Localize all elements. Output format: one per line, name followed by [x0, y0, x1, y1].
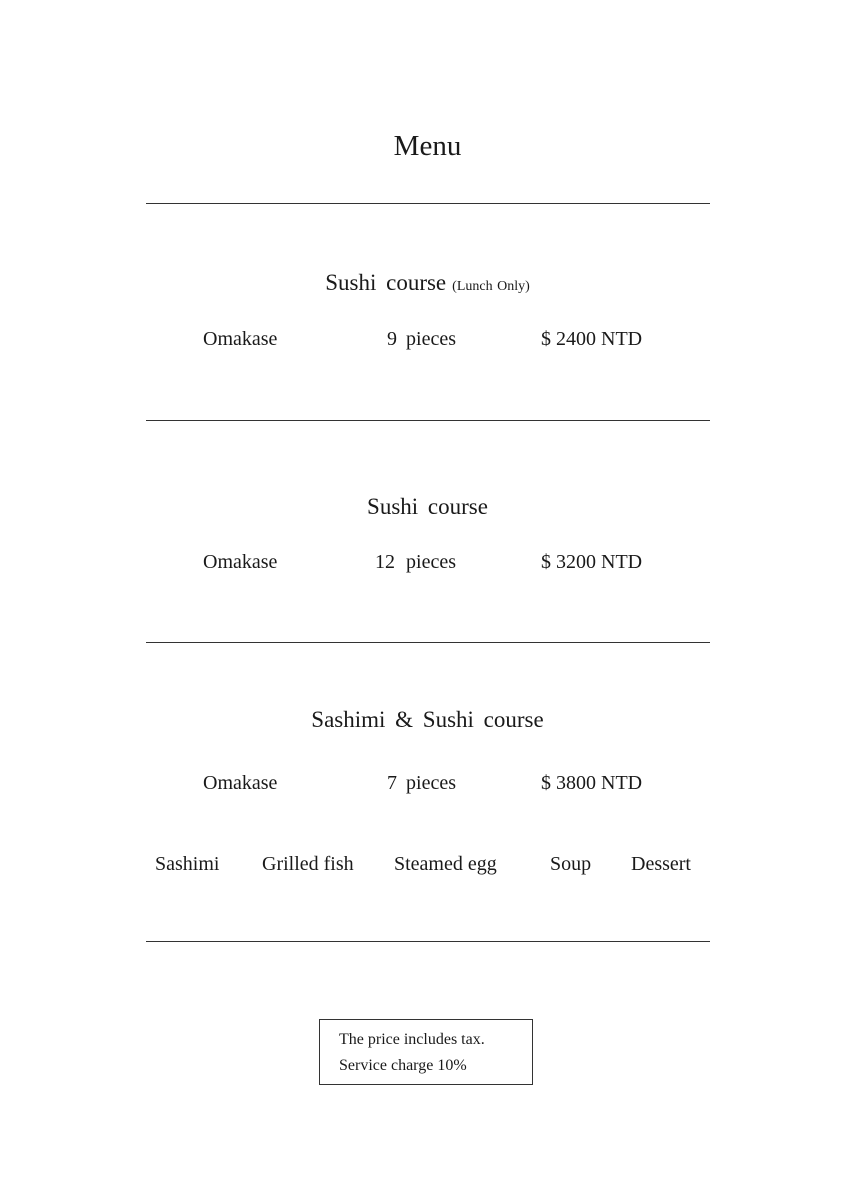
- course-price: $ 3200 NTD: [541, 551, 643, 573]
- divider: [146, 642, 710, 643]
- list-item: Dessert: [631, 853, 691, 875]
- course-name: Omakase: [203, 551, 278, 573]
- course-includes-list: [0, 850, 855, 878]
- section-title-lunch-sushi-course: [0, 268, 855, 302]
- section-title-sushi-course: Sushi course: [367, 494, 488, 519]
- divider: [146, 941, 710, 942]
- section-title-sashimi-sushi-course: Sashimi & Sushi course: [311, 707, 544, 732]
- course-pieces: 7 pieces: [387, 772, 456, 794]
- menu-title: Menu: [393, 130, 462, 162]
- course-pieces: 12 pieces: [375, 551, 456, 573]
- list-item: Steamed egg: [394, 853, 497, 875]
- list-item: Soup: [550, 853, 592, 875]
- divider: [146, 420, 710, 421]
- course-row: [0, 769, 855, 797]
- tax-note: The price includes tax.: [339, 1031, 485, 1048]
- list-item: Sashimi: [155, 853, 220, 875]
- service-charge-note: Service charge 10%: [339, 1057, 467, 1074]
- course-price: $ 2400 NTD: [541, 328, 643, 350]
- list-item: Grilled fish: [262, 853, 354, 875]
- section-title-text: Sushi course: [325, 270, 447, 295]
- course-name: Omakase: [203, 328, 278, 350]
- course-price: $ 3800 NTD: [541, 772, 643, 794]
- course-pieces: 9 pieces: [387, 328, 456, 350]
- divider: [146, 203, 710, 204]
- course-row: [0, 548, 855, 576]
- course-row: [0, 325, 855, 353]
- price-notice-box: [319, 1019, 533, 1085]
- course-name: Omakase: [203, 772, 278, 794]
- section-note: (Lunch Only): [452, 279, 530, 294]
